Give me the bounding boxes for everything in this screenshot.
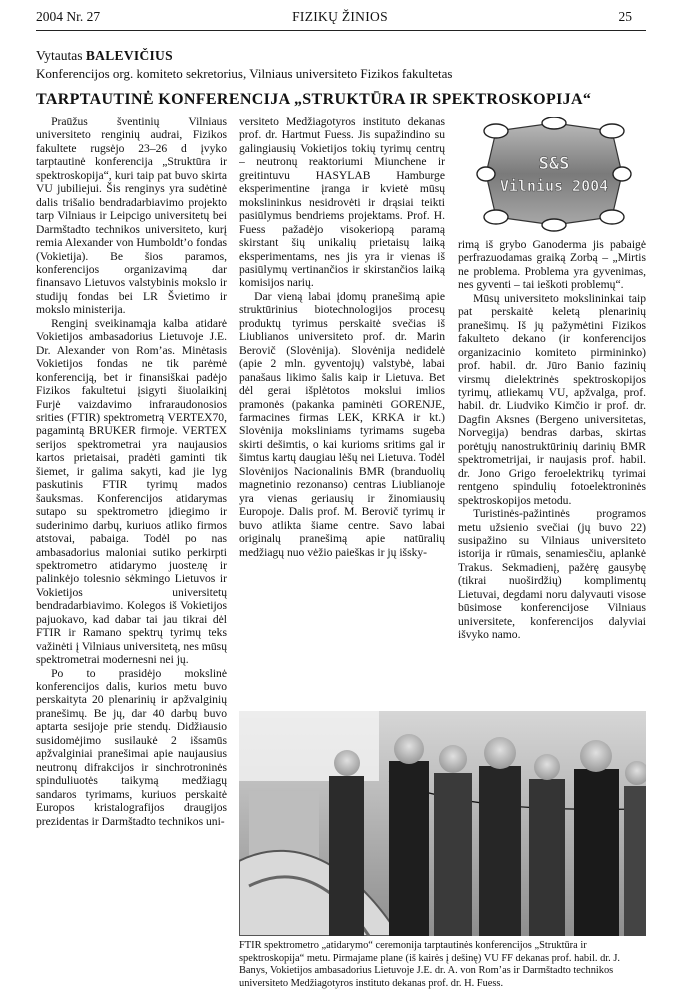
header-rule (36, 30, 646, 31)
paragraph: Praūžus šventinių Vilniaus universiteto renginių audrai, Fizikos fakultete rugsėjo 23–26 d įvyko tarptautinė konferencija „Struktūra ir spektroskopija“, kuri taip pat buvo skirta VU jubiliejui. Šis renginys yra sudėtinė dalis trišalio bendradarbiavimo projekto tarp Vilniaus ir Leipcigo universitetų bei Darmštadto technikos universiteto, kurį remia Alexander von Humboldt’o fondas (Vokietija). Be šios paramos, konferencijos organizavimą dar finansavo Lietuvos valstybinis mokslo ir studijų fondas bei LR Švietimo ir mokslo ministerija. (36, 115, 227, 317)
text-column-3 (458, 238, 646, 693)
paragraph: Dar vieną labai įdomų pranešimą apie struktūrinius biotechnologijos procesų produktų tyrimus perskaitė svečias iš Liublianos universiteto prof. dr. Marin Berovič (Slovėnija). Slovėnija nedidelė (apie 2 mln. gyventojų) valstybė, labai panašaus likimo šalis kaip ir Lietuva. Bet dėl gerai išplėtotos mokslui imlios pramonės (pakanka paminėti GORENJE, farmacines firmas LEK, KRKA ir kt.) Slovėnija moksliniams tyrimams sugeba skirti dešimtis, o kai kurioms sritims gal ir šimtus kartų daugiau lėšų nei Lietuva. Todėl Slovėnijos Nacionalinis BMR (branduolių magnetinio rezonanso) centras Liublianoje yra vienas geriausių ir žinomiausių Europoje. Dalis prof. M. Berovič tyrimų ir buvo atlikta šiame centre. Savo labai originalų pranešimą apie natūralių medžiagų nuo vėžio paieškas ir jų išsky- (239, 289, 445, 559)
ceremony-photo (239, 711, 646, 936)
conference-logo (476, 117, 632, 232)
journal-title: FIZIKŲ ŽINIOS (292, 9, 388, 24)
paragraph: Turistinės-pažintinės programos metu užsienio svečiai (jų buvo 22) susipažino su Vilniaus universiteto istorija ir rūmais, senamiesčiu, aplankė Trakus. Sekmadienį, pažėrę gausybę (tikrai nuoširdžių) komplimentų Lietuvai, degdami noru dalyvauti visose būsimose konferencijose Vilniaus universitete, konferencijos dalyviai išvyko namo. (458, 507, 646, 642)
author-affiliation: Konferencijos org. komiteto sekretorius, Vilniaus universiteto Fizikos fakultetas (36, 66, 453, 81)
logo-text-1: S&S (538, 154, 570, 174)
text-column-1 (36, 115, 227, 935)
author-last-name: BALEVIČIUS (85, 48, 173, 63)
paragraph: Renginį sveikinamąja kalba atidarė Vokietijos ambasadorius Lietuvoje J.E. Dr. Alexander von Rom’as. Minėtasis Vokietijos fondas ne tik parėmė konferenciją, bet ir finansiškai padėjo Fizikos fakultetui įsigyti šiuolaikinį Furjė vaizdavimo infraraudonosios srities (FTIR) spektrometrą VERTEX70, pagamintą BRUKER firmoje. VERTEX serijos spektrometrai yra naujausios kartos prietaisai, pradėti gaminti tik šiemet, ir galima sakyti, kad jie lyg paskutinis FTIR tyrimų mados šauksmas. Konferencijos atidarymas sutapo su spektrometro įdiegimo ir suderinimo darbų, kuriuos atliko firmos atstovai, pabaiga. Todėl po nas ambasadorius maloniai sutiko perkirpti spektrometro atidarymo juosteлę ir palinkėjo tolesnio sėkmingo Lietuvos ir Vokietijos universitetų bendradarbiavimo. Kolegos iš Vokietijos pajuokavo, kad dabar tai jau tikrai dėl FTIR ir Ramano spektrų tyrimų teks važinėti į Vilniaus universitetą, nes mūsų spektrometrai modernesni nei jų. (36, 316, 227, 667)
text-column-2 (239, 115, 445, 700)
logo-octagon (486, 123, 622, 225)
author-name (36, 48, 173, 64)
author-first-name: Vytautas (36, 48, 86, 63)
page-number: 25 (618, 9, 632, 24)
issue-label: 2004 Nr. 27 (36, 9, 101, 24)
logo-text-2: Vilnius 2004 (499, 177, 609, 195)
photo-caption: FTIR spektrometro „atidarymo“ ceremonija tarptautinės konferencijos „Struktūra ir spektroskopija“ metu. Pirmajame plane (iš kairės į dešinę) VU FF dekanas prof. habil. dr. J. Banys, Vokietijos ambasadorius Lietuvoje J.E. dr. A. von Rom’as ir Darmštadto technikos universiteto Medžiagotyros instituto dekanas prof. dr. H. Fuess. (239, 940, 621, 989)
paragraph: versiteto Medžiagotyros instituto dekanas prof. dr. Hartmut Fuess. Jis supažindino su galingiausių Vokietijos tokių tyrimų centrų – neutronų reaktoriumi Miunchene ir greitintuvu HASYLAB Hamburge eksperimentine įranga ir kvietė mūsų mokslininkus nesidrovėti ir drąsiai teikti pasiūlymus bendriems projektams. Prof. H. Fuess pažadėjo visokeriopą paramą skirstant šių unikalių prietaisų laiką eksperimentams, nes jis yra ir vienas iš pasiūlymų vertinančios ir skirstančios laiką komisijos narių. (239, 115, 445, 290)
paragraph: Mūsų universiteto mokslininkai taip pat perskaitė keletą plenarinių pranešimų. Iš jų pažymėtini Fizikos fakulteto dekano (ir konferencijos organizacinio komiteto pirmininko) prof. habil. dr. Jūro Banio fazinių virsmų dielektrinės spektroskopijos tyrimų, atliekamų VU, apžvalga, prof. habil. dr. Liudviko Kimčio ir prof. dr. Dagfin Aksnes (Bergeno universitetas, Norvegija) bendras darbas, skirtas porėtųjų nanostruktūrinių darinių BMR spektrometrijai, ir naujasis prof. habil. dr. Jono Grigo feroelektrikų tyrimai rentgeno spindulių fotoelektroninės spektroskopijos metodu. (458, 291, 646, 507)
paragraph: rimą iš grybo Ganoderma jis pabaigė perfrazuodamas graiką Zorbą – „Mirtis ne problema. Problema yra gyvenimas, nes gyventi – tai ieškoti problemų“. (458, 238, 646, 292)
paragraph: Po to prasidėjo mokslinė konferencijos dalis, kurios metu buvo perskaityta 20 plenarinių ir apžvalginių pranešimų. Be jų, dar 40 darbų buvo aptarta sesijoje prie stendų. Didžiausio susidomėjimo susilaukė 2 išsamūs apžvalginiai pranešimai apie naujausius neutronų difrakcijos ir sinchrotroninės spinduliuotės taikymą medžiagų sandaros tyrimams, kuriuos perskaitė Europos kristalografijos draugijos prezidentas ir Darmštadto technikos uni- (36, 666, 227, 828)
article-headline: TARPTAUTINĖ KONFERENCIJA „STRUKTŪRA IR SPEKTROSKOPIJA“ (36, 91, 592, 108)
